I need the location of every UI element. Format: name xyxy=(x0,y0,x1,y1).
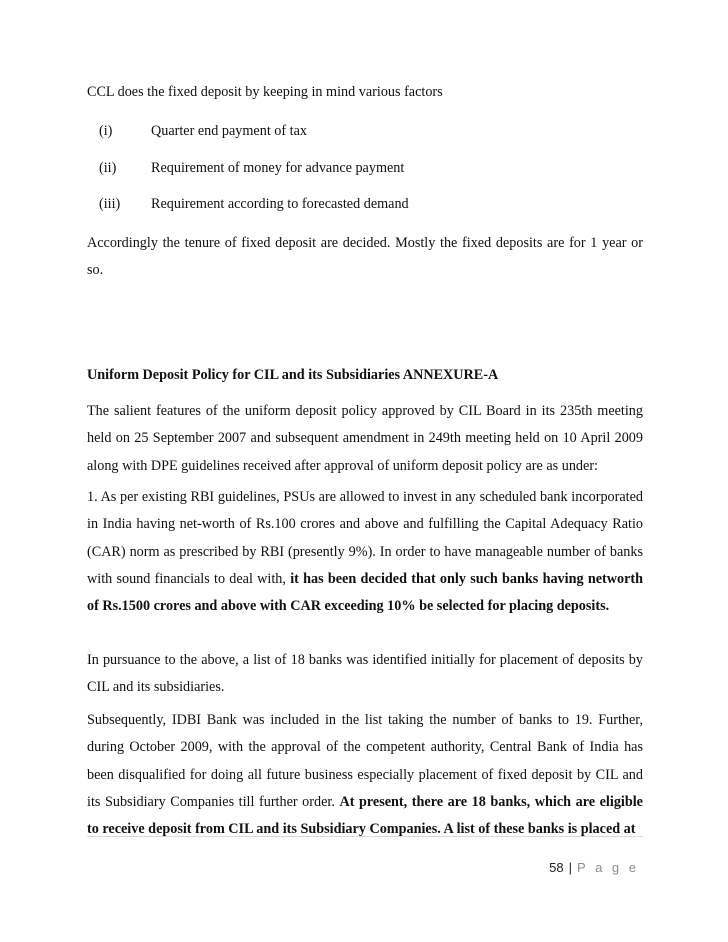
factor-text: Requirement according to forecasted demand xyxy=(151,196,409,212)
subsequent-bold-text: At present, there are 18 banks, which are eligible to receive deposit from CIL and its Subsidiary Companies. A list of these banks is placed at xyxy=(87,793,643,838)
factor-text: Quarter end payment of tax xyxy=(151,123,308,139)
point-1-paragraph xyxy=(87,484,643,620)
factor-number: (i) xyxy=(99,123,113,139)
point-1-text: 1. As per existing RBI guidelines, PSUs are allowed to invest in any scheduled bank incorporated in India having net-worth of Rs.100 crores and above and fulfilling the Capital Adequacy Ratio (CAR) norm as prescribed by RBI (presently 9%). In order to have manageable number of banks with sound financials to deal with, xyxy=(87,489,643,587)
subsequent-paragraph xyxy=(87,707,643,843)
salient-text: The salient features of the uniform deposit policy approved by CIL Board in its 235th meeting held on 25 September 2007 and subsequent amendment in 249th meeting held on 10 April 2009 along with DPE guidelines received after approval of uniform deposit policy are as under: xyxy=(87,403,643,474)
page-number: 58 xyxy=(549,860,564,875)
pursuance-text: In pursuance to the above, a list of 18 banks was identified initially for placement of deposits by CIL and its subsidiaries. xyxy=(87,652,643,696)
page-label: P a g e xyxy=(577,860,639,875)
point-1-bold-text: it has been decided that only such banks having networth of Rs.1500 crores and above with CAR exceeding 10% be selected for placing deposits. xyxy=(87,570,643,615)
page-footer xyxy=(549,860,639,875)
tenure-paragraph: Accordingly the tenure of fixed deposit are decided. Mostly the fixed deposits are for 1 year or so. xyxy=(87,235,643,279)
footer-separator: | xyxy=(568,860,573,875)
factor-number: (iii) xyxy=(99,196,121,212)
subsequent-text: Subsequently, IDBI Bank was included in the list taking the number of banks to 19. Further, during October 2009, with the approval of the competent authority, Central Bank of India has been disqualified for doing all future business especially placement of fixed deposit by CIL and its Subsidiary Companies till further order. xyxy=(87,712,643,810)
section-heading: Uniform Deposit Policy for CIL and its Subsidiaries ANNEXURE-A xyxy=(87,367,499,383)
intro-text: CCL does the fixed deposit by keeping in mind various factors xyxy=(87,84,443,100)
factor-number: (ii) xyxy=(99,160,117,176)
pursuance-paragraph xyxy=(87,647,643,702)
footer-divider xyxy=(87,836,643,837)
factor-text: Requirement of money for advance payment xyxy=(151,160,405,176)
salient-paragraph xyxy=(87,398,643,480)
